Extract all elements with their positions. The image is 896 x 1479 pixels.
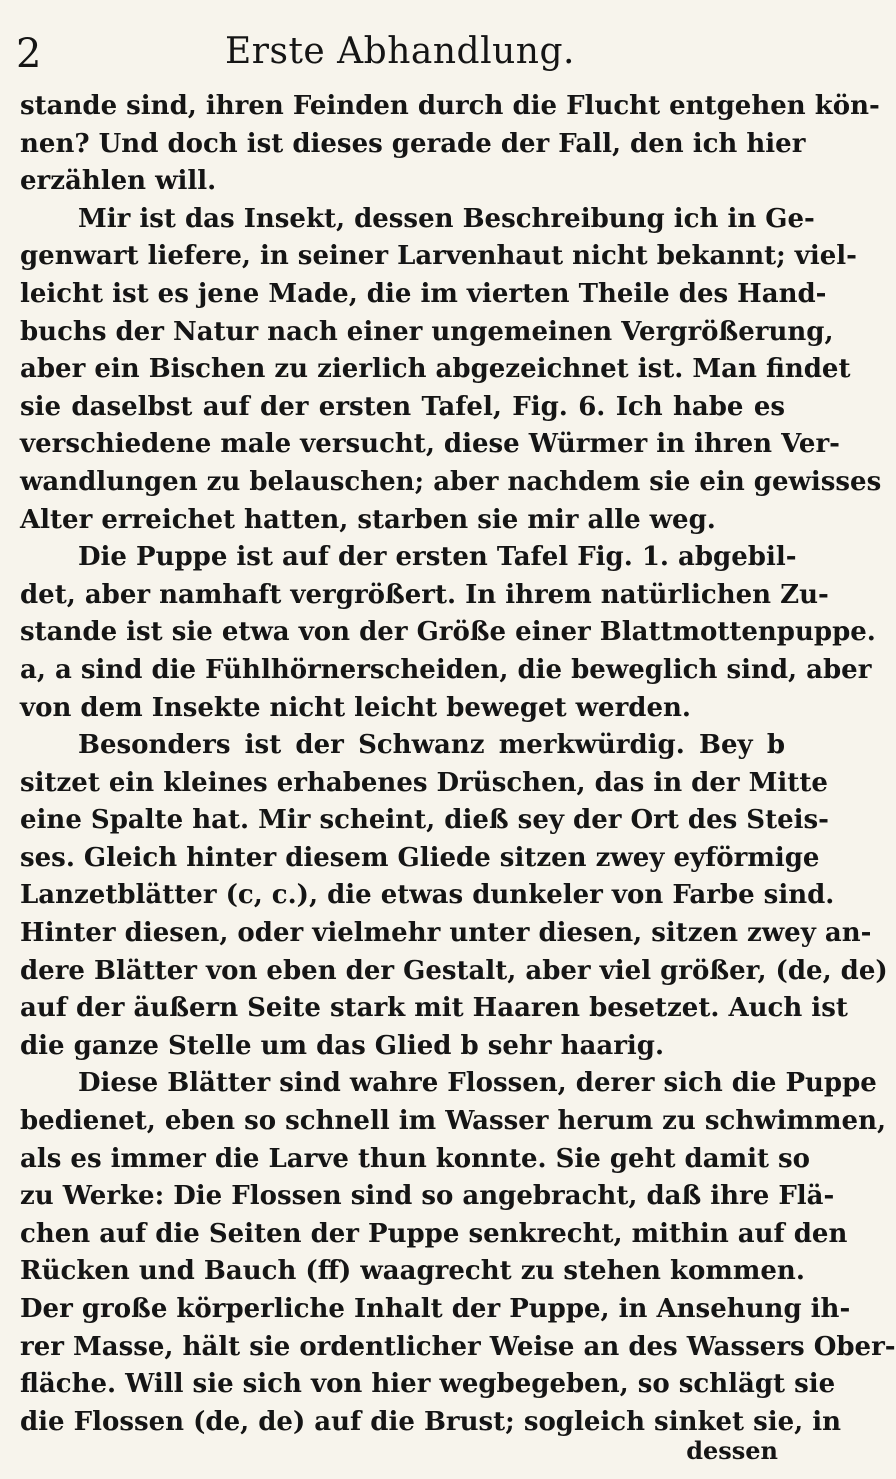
text-line: eine Spalte hat. Mir scheint, dieß sey der Ort des Steis- (20, 805, 829, 836)
text-line: det, aber namhaft vergrößert. In ihrem natürlichen Zu- (20, 579, 829, 610)
text-line: erzählen will. (20, 166, 217, 197)
text-line: chen auf die Seiten der Puppe senkrecht, mithin auf den (20, 1218, 848, 1249)
text-line: fläche. Will sie sich von hier wegbegeben, so schlägt sie (20, 1369, 836, 1400)
text-line: stande sind, ihren Feinden durch die Flucht entgehen kön- (20, 91, 880, 121)
text-line: stande ist sie etwa von der Größe einer Blattmottenpuppe. (20, 617, 876, 648)
text-line: die ganze Stelle um das Glied b sehr haarig. (20, 1030, 664, 1061)
text-line: genwart liefere, in seiner Larvenhaut nicht bekannt; viel- (20, 241, 857, 272)
text-line: Hinter diesen, oder vielmehr unter diesen, sitzen zwey an- (20, 918, 872, 949)
text-line: wandlungen zu belauschen; aber nachdem sie ein gewisses (20, 466, 882, 497)
text-line: Rücken und Bauch (ff) waagrecht zu stehen kommen. (20, 1256, 805, 1287)
text-line: bedienet, eben so schnell im Wasser herum zu schwimmen, (20, 1106, 887, 1137)
text-line: aber ein Bischen zu zierlich abgezeichnet ist. Man findet (20, 354, 851, 385)
text-line: Lanzetblätter (c, c.), die etwas dunkeler von Farbe sind. (20, 880, 835, 911)
catchword: dessen (686, 1436, 778, 1465)
text-line: Die Puppe ist auf der ersten Tafel Fig. 1. abgebil- (78, 542, 797, 573)
running-head: Erste Abhandlung. (225, 31, 575, 72)
text-line: ses. Gleich hinter diesem Gliede sitzen zwey eyförmige (20, 842, 820, 873)
page-header (0, 0, 800, 80)
text-line: a, a sind die Fühlhörnerscheiden, die beweglich sind, aber (20, 654, 872, 685)
text-line: Mir ist das Insekt, dessen Beschreibung ich in Ge- (78, 203, 815, 234)
text-line: Besonders ist der Schwanz merkwürdig. Bey b (78, 730, 785, 761)
page-number: 2 (16, 31, 42, 77)
text-line: rer Masse, hält sie ordentlicher Weise an des Wassers Ober- (20, 1331, 896, 1362)
text-line: zu Werke: Die Flossen sind so angebracht, daß ihre Flä- (20, 1181, 835, 1212)
text-line: dere Blätter von eben der Gestalt, aber viel größer, (de, de) (20, 955, 888, 986)
text-line: nen? Und doch ist dieses gerade der Fall, den ich hier (20, 128, 806, 159)
body-text (20, 88, 896, 1441)
text-line: von dem Insekte nicht leicht beweget werden. (20, 692, 691, 723)
text-line: die Flossen (de, de) auf die Brust; sogleich sinket sie, in (20, 1406, 842, 1437)
text-line: als es immer die Larve thun konnte. Sie geht damit so (20, 1143, 810, 1174)
text-line: leicht ist es jene Made, die im vierten Theile des Hand- (20, 278, 827, 309)
text-line: verschiedene male versucht, diese Würmer in ihren Ver- (20, 429, 840, 460)
text-line: Alter erreichet hatten, starben sie mir alle weg. (20, 504, 716, 535)
text-line: sitzet ein kleines erhabenes Drüschen, das in der Mitte (20, 767, 828, 798)
text-line: buchs der Natur nach einer ungemeinen Vergrößerung, (20, 316, 834, 347)
text-line: Diese Blätter sind wahre Flossen, derer sich die Puppe (78, 1068, 877, 1099)
text-line: Der große körperliche Inhalt der Puppe, in Ansehung ih- (20, 1294, 851, 1324)
text-line: sie daselbst auf der ersten Tafel, Fig. 6. Ich habe es (20, 391, 785, 422)
text-line: auf der äußern Seite stark mit Haaren besetzet. Auch ist (20, 993, 848, 1024)
